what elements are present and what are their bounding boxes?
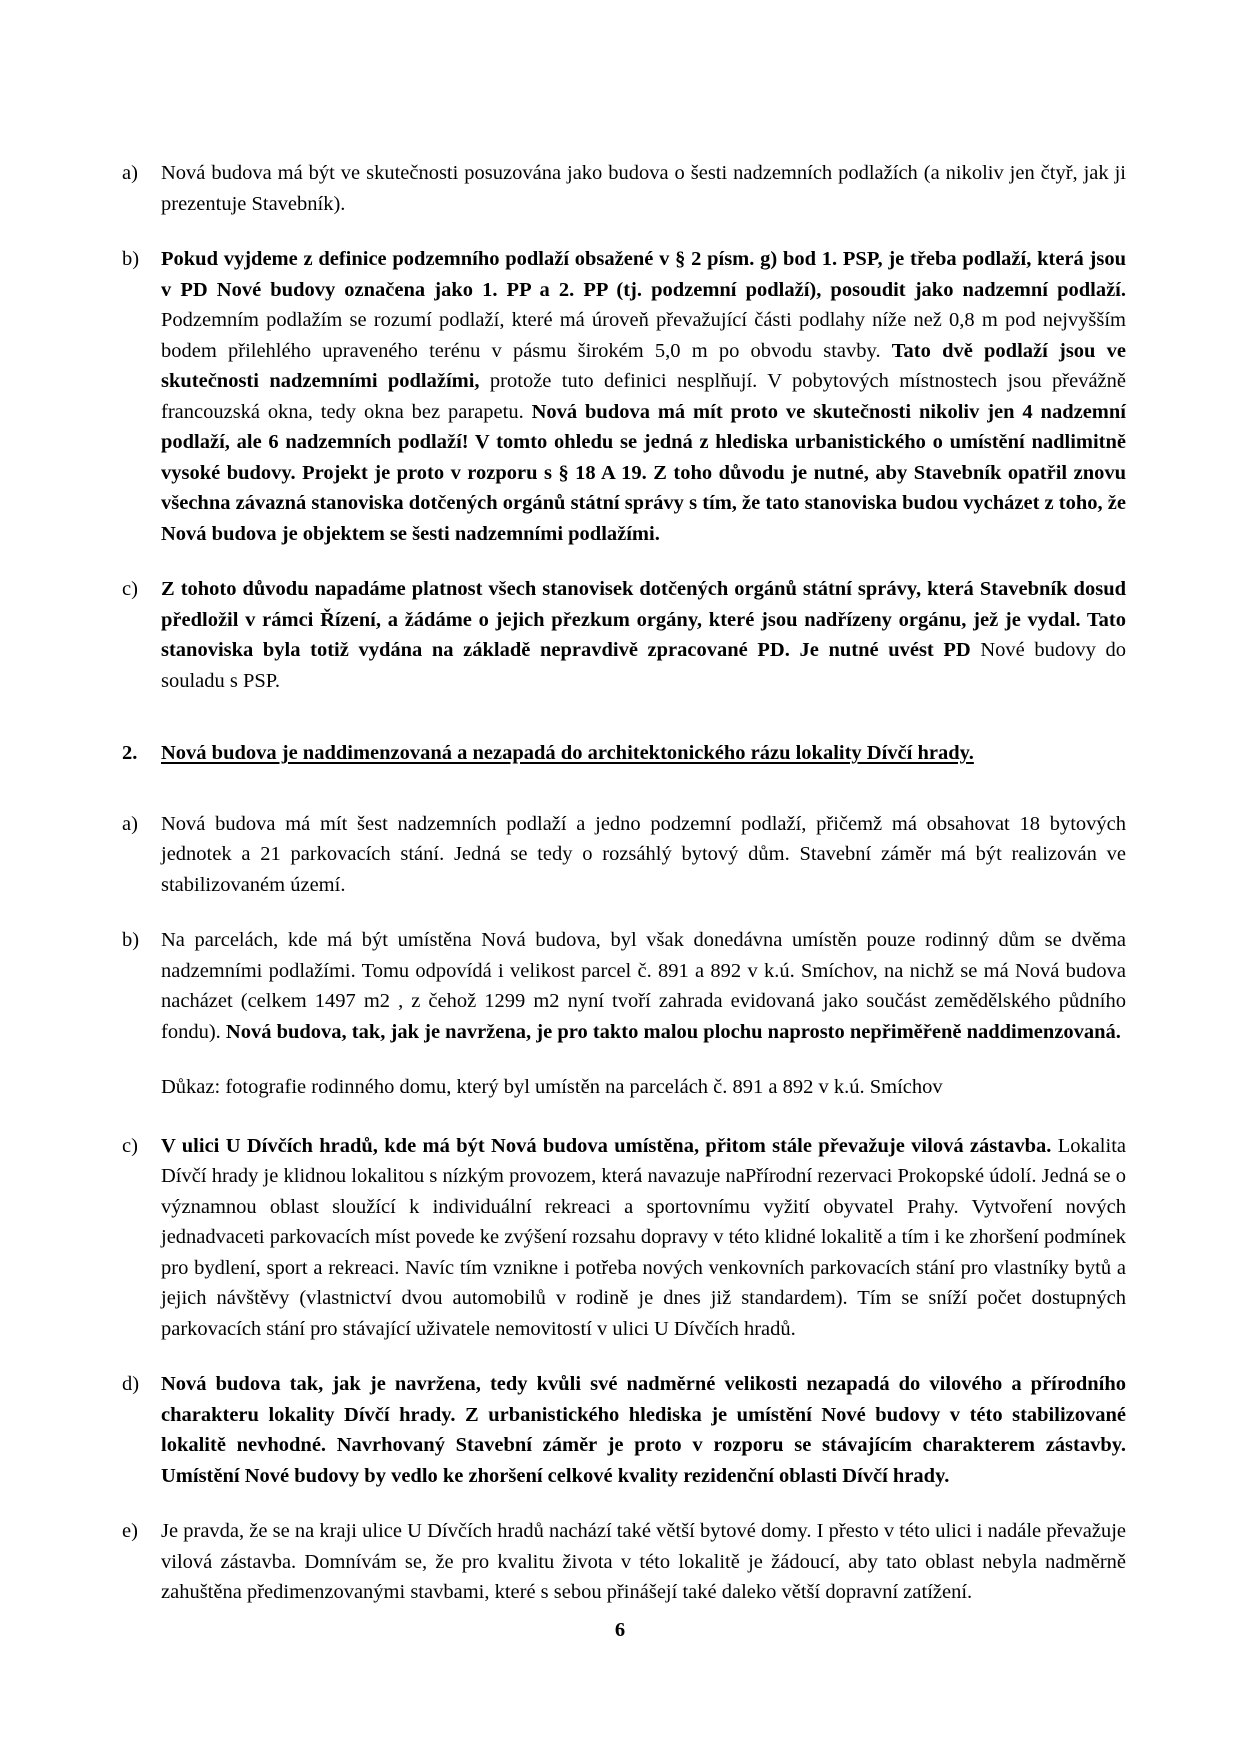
text-run: protože tuto definici nesplňují. V pobytových místnostech jsou převážně francouzská okna, tedy okna bez parapetu. xyxy=(161,370,1126,423)
section-2-items xyxy=(122,809,1126,1048)
list-item xyxy=(122,244,1126,549)
list-item-text xyxy=(161,158,1126,219)
text-run-bold: Z tohoto důvodu napadáme platnost všech stanovisek dotčených orgánů státní správy, která Stavebník dosud předložil v rámci Řízení, a žádáme o jejich přezkum orgány, které jsou nadřízeny orgánu, jež je vydal. Tato stanoviska byla totiž vydána na základě nepravdivě zpracované PD. Je nutné uvést PD xyxy=(161,578,1126,661)
text-run: Lokalita Dívčí hrady je klidnou lokalitou s nízkým provozem, která navazuje naPřírodní rezervaci Prokopské údolí. Jedná se o významnou oblast sloužící k individuální rekreaci a sportovnímu vyžití obyvatel Prahy. Vytvoření nových jednadvaceti parkovacích míst povede ke zvýšení rozsahu dopravy v této klidné lokalitě a tím i ke zhoršení podmínek pro bydlení, sport a rekreaci. Navíc tím vznikne i potřeba nových venkovních parkovacích stání pro vlastníky bytů a jejich návštěvy (vlastnictví dvou automobilů v rodině je dnes již standardem). Tím se sníží počet dostupných parkovacích stání pro stávající uživatele nemovitostí v ulici U Dívčích hradů. xyxy=(161,1134,1126,1340)
text-run: Nové budovy do souladu s PSP. xyxy=(161,639,1126,692)
list-item-text xyxy=(161,244,1126,549)
list-item xyxy=(122,809,1126,901)
text-run-bold: V ulici U Dívčích hradů, kde má být Nová budova umístěna, přitom stále převažuje vilová zástavba. xyxy=(161,1134,1052,1157)
text-run: Nová budova má mít šest nadzemních podlaží a jedno podzemní podlaží, přičemž má obsahovat 18 bytových jednotek a 21 parkovacích stání. Jedná se tedy o rozsáhlý bytový dům. Stavební záměr má být realizován ve stabilizovaném území. xyxy=(161,812,1126,896)
list-item-text xyxy=(161,1369,1126,1491)
list-item-text xyxy=(161,1516,1126,1608)
list-item xyxy=(122,1369,1126,1491)
list-item xyxy=(122,1131,1126,1345)
page-content xyxy=(122,158,1126,1633)
text-run-bold: Tato dvě podlaží jsou ve skutečnosti nadzemními podlažími, xyxy=(161,339,1126,392)
heading-marker: 2. xyxy=(122,742,138,764)
list-item-marker: d) xyxy=(122,1373,140,1395)
text-run: Podzemním podlažím se rozumí podlaží, které má úroveň převažující části podlahy níže než 0,8 m pod nejvyšším bodem přilehlého upraveného terénu v pásmu širokém 5,0 m po obvodu stavby. xyxy=(161,309,1126,362)
evidence-note: Důkaz: fotografie rodinného domu, který byl umístěn na parcelách č. 891 a 892 v k.ú. Smíchov xyxy=(161,1076,943,1098)
list-item xyxy=(122,925,1126,1047)
text-run: Nová budova má být ve skutečnosti posuzována jako budova o šesti nadzemních podlažích (a nikoliv jen čtyř, jak ji prezentuje Stavebník). xyxy=(161,162,1126,215)
list-item-text xyxy=(161,809,1126,901)
list-item-marker: c) xyxy=(122,1134,138,1157)
list-item xyxy=(122,1516,1126,1608)
text-run-bold: Nová budova má mít proto ve skutečnosti nikoliv jen 4 nadzemní podlaží, ale 6 nadzemních podlaží! V tomto ohledu se jedná z hlediska urbanistického o umístění nadlimitně vysoké budovy. Projekt je proto v rozporu s § 18 A 19. Z toho důvodu je nutné, aby Stavebník opatřil znovu všechna závazná stanoviska dotčených orgánů státní správy s tím, že tato stanoviska budou vycházet z toho, že Nová budova je objektem se šesti nadzemními podlažími. xyxy=(161,400,1126,545)
list-item-marker: a) xyxy=(122,812,138,835)
list-item-marker: a) xyxy=(122,162,138,184)
list-item-text xyxy=(161,574,1126,696)
list-item-marker: c) xyxy=(122,578,138,600)
page-number: 6 xyxy=(614,1619,626,1641)
heading-text: Nová budova je naddimenzovaná a nezapadá do architektonického rázu lokality Dívčí hrady. xyxy=(161,742,974,764)
text-run-bold: Nová budova, tak, jak je navržena, je pro takto malou plochu naprosto nepřiměřeně naddimenzovaná. xyxy=(225,1020,1121,1043)
list-item xyxy=(122,158,1126,219)
text-run-bold: Nová budova tak, jak je navržena, tedy kvůli své nadměrné velikosti nezapadá do vilového a přírodního charakteru lokality Dívčí hrady. Z urbanistického hlediska je umístění Nové budovy v této stabilizované lokalitě nevhodné. Navrhovaný Stavební záměr je proto v rozporu se stávajícím charakterem zástavby. Umístění Nové budovy by vedlo ke zhoršení celkové kvality rezidenční oblasti Dívčí hrady. xyxy=(161,1373,1126,1487)
text-run-bold: Pokud vyjdeme z definice podzemního podlaží obsažené v § 2 písm. g) bod 1. PSP, je třeba podlaží, která jsou v PD Nové budovy označena jako 1. PP a 2. PP (tj. podzemní podlaží), posoudit jako nadzemní podlaží. xyxy=(161,248,1126,301)
list-item xyxy=(122,574,1126,696)
list-item-text xyxy=(161,1131,1126,1345)
list-item-text xyxy=(161,925,1126,1047)
heading-section-2 xyxy=(122,738,1126,769)
list-item-marker: b) xyxy=(122,929,140,951)
section-1-items xyxy=(122,158,1126,696)
text-run: Je pravda, že se na kraji ulice U Dívčích hradů nachází také větší bytové domy. I přesto v této ulici i nadále převažuje vilová zástavba. Domnívám se, že pro kvalitu života v této lokalitě je žádoucí, aby tato oblast nebyla nadměrně zahuštěna předimenzovanými stavbami, které s sebou přinášejí také daleko větší dopravní zatížení. xyxy=(161,1520,1126,1603)
list-item-marker: e) xyxy=(122,1520,138,1542)
section-2-items-continued xyxy=(122,1131,1126,1608)
list-item-marker: b) xyxy=(122,248,140,270)
text-run: Na parcelách, kde má být umístěna Nová budova, byl však donedávna umístěn pouze rodinný dům se dvěma nadzemními podlažími. Tomu odpovídá i velikost parcel č. 891 a 892 v k.ú. Smíchov, na nichž se má Nová budova nacházet (celkem 1497 m2 , z čehož 1299 m2 nyní tvoří zahrada evidovaná jako součást zemědělského půdního fondu). xyxy=(161,929,1126,1043)
